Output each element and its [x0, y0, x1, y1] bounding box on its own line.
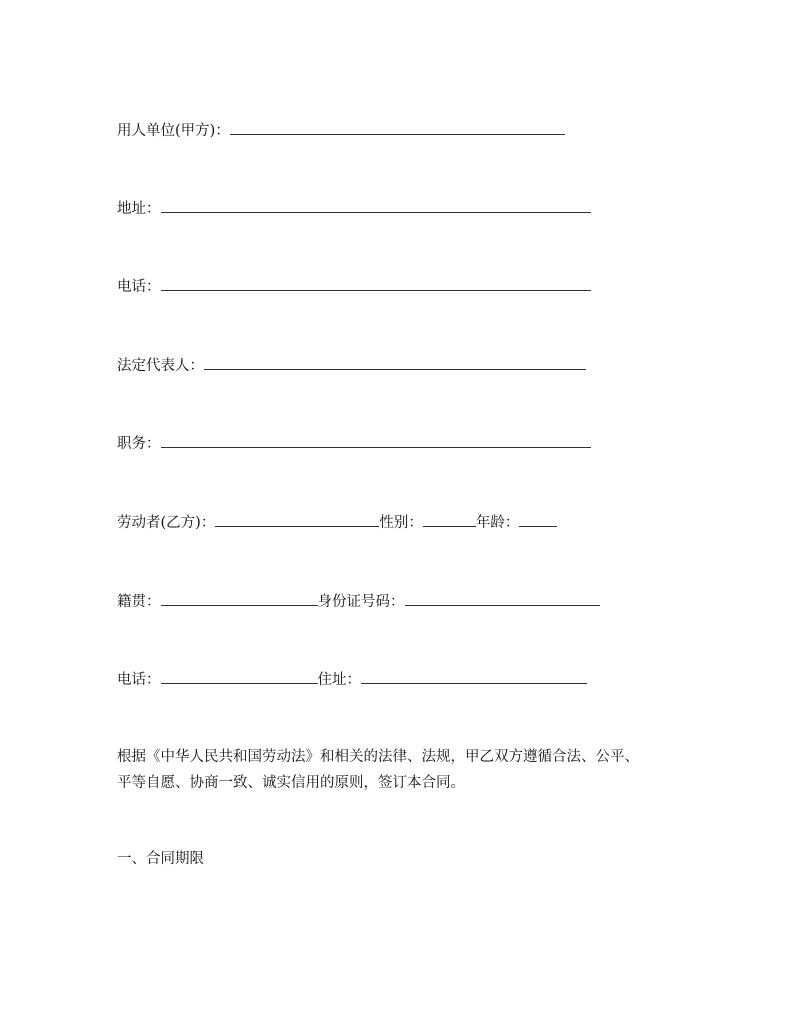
employer-address-label: 地址： [117, 201, 161, 217]
position-row [117, 431, 591, 455]
worker-row [117, 510, 557, 534]
id-number-blank[interactable] [405, 589, 600, 606]
employer-unit-blank[interactable] [230, 118, 565, 135]
native-place-label: 籍贯： [117, 594, 161, 610]
employer-unit-row [117, 118, 565, 142]
employer-address-row [117, 196, 591, 220]
worker-contact-row [117, 667, 587, 691]
id-number-label: 身份证号码： [317, 594, 405, 610]
legal-representative-row [117, 353, 586, 377]
residence-label: 住址： [317, 672, 361, 688]
employer-address-blank[interactable] [161, 196, 591, 213]
preamble-line-1: 根据《中华人民共和国劳动法》和相关的法律、法规，甲乙双方遵循合法、公平、 [117, 749, 639, 765]
preamble-line-2: 平等自愿、协商一致、诚实信用的原则，签订本合同。 [117, 775, 465, 791]
position-blank[interactable] [161, 431, 591, 448]
employer-phone-row [117, 274, 591, 298]
employer-phone-label: 电话： [117, 279, 161, 295]
residence-blank[interactable] [361, 667, 587, 684]
position-label: 职务： [117, 436, 161, 452]
native-place-row [117, 589, 600, 613]
section-heading-contract-term: 一、合同期限 [117, 851, 204, 867]
legal-representative-label: 法定代表人： [117, 358, 204, 374]
worker-phone-blank[interactable] [161, 667, 318, 684]
age-label: 年龄： [475, 515, 520, 531]
employer-unit-label: 用人单位(甲方)： [117, 123, 230, 139]
gender-blank[interactable] [423, 510, 476, 527]
gender-label: 性别： [379, 515, 423, 531]
worker-name-blank[interactable] [215, 510, 379, 527]
legal-representative-blank[interactable] [204, 353, 586, 370]
worker-phone-label: 电话： [117, 672, 161, 688]
native-place-blank[interactable] [161, 589, 318, 606]
employer-phone-blank[interactable] [161, 274, 591, 291]
worker-label: 劳动者(乙方)： [117, 515, 216, 531]
preamble-paragraph [117, 744, 687, 796]
age-blank[interactable] [519, 510, 557, 527]
